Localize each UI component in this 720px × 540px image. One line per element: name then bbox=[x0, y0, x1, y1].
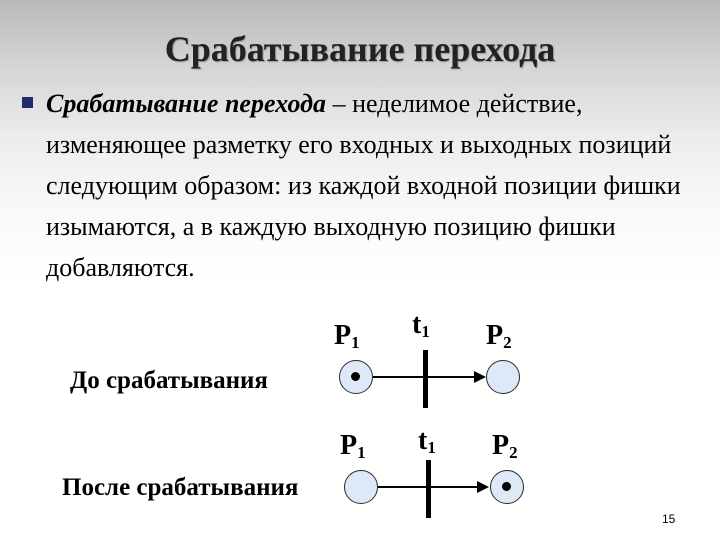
page-number: 15 bbox=[662, 512, 676, 526]
after-p1-label bbox=[340, 432, 366, 460]
after-arc-out bbox=[431, 486, 479, 488]
before-p1-name: P bbox=[334, 320, 352, 351]
before-p2-label bbox=[486, 322, 512, 350]
before-p1-index: 1 bbox=[351, 333, 360, 352]
after-p2-token bbox=[502, 482, 511, 491]
after-row-label: После срабатывания bbox=[62, 474, 299, 501]
definition-paragraph bbox=[46, 83, 706, 288]
before-t1-name: t bbox=[412, 309, 422, 340]
after-place-p2 bbox=[490, 470, 524, 504]
after-p2-index: 2 bbox=[509, 443, 518, 462]
definition-term: Срабатывание перехода bbox=[46, 89, 327, 118]
before-transition-bar bbox=[423, 350, 428, 408]
definition-text: – неделимое действие, изменяющее разметку его входных и выходных позиций следующим образом: из каждой входной позиции фишки изымаются, а в каждую выходную позицию фишки добавляются. bbox=[46, 89, 681, 282]
after-p2-label bbox=[492, 432, 518, 460]
after-p1-name: P bbox=[340, 430, 358, 461]
slide-title: Срабатывание перехода bbox=[164, 29, 556, 69]
after-transition-bar bbox=[426, 460, 431, 518]
after-arrow-head-icon bbox=[477, 481, 489, 493]
bullet-square-icon bbox=[22, 97, 33, 108]
before-p2-name: P bbox=[486, 320, 504, 351]
after-p2-name: P bbox=[492, 430, 510, 461]
after-t1-name: t bbox=[418, 425, 428, 456]
before-arc-in bbox=[373, 376, 425, 378]
before-p1-token bbox=[351, 372, 360, 381]
after-place-p1 bbox=[344, 470, 378, 504]
before-arc-out bbox=[428, 376, 476, 378]
before-place-p1 bbox=[339, 360, 373, 394]
before-p1-label bbox=[334, 322, 360, 350]
before-place-p2 bbox=[486, 360, 520, 394]
after-p1-index: 1 bbox=[357, 443, 366, 462]
after-t1-label bbox=[418, 427, 436, 455]
after-t1-index: 1 bbox=[427, 438, 436, 457]
before-p2-index: 2 bbox=[503, 333, 512, 352]
after-arc-in bbox=[378, 486, 428, 488]
before-row-label: До срабатывания bbox=[70, 367, 268, 394]
before-t1-label bbox=[412, 311, 430, 339]
before-arrow-head-icon bbox=[474, 371, 486, 383]
before-t1-index: 1 bbox=[421, 322, 430, 341]
